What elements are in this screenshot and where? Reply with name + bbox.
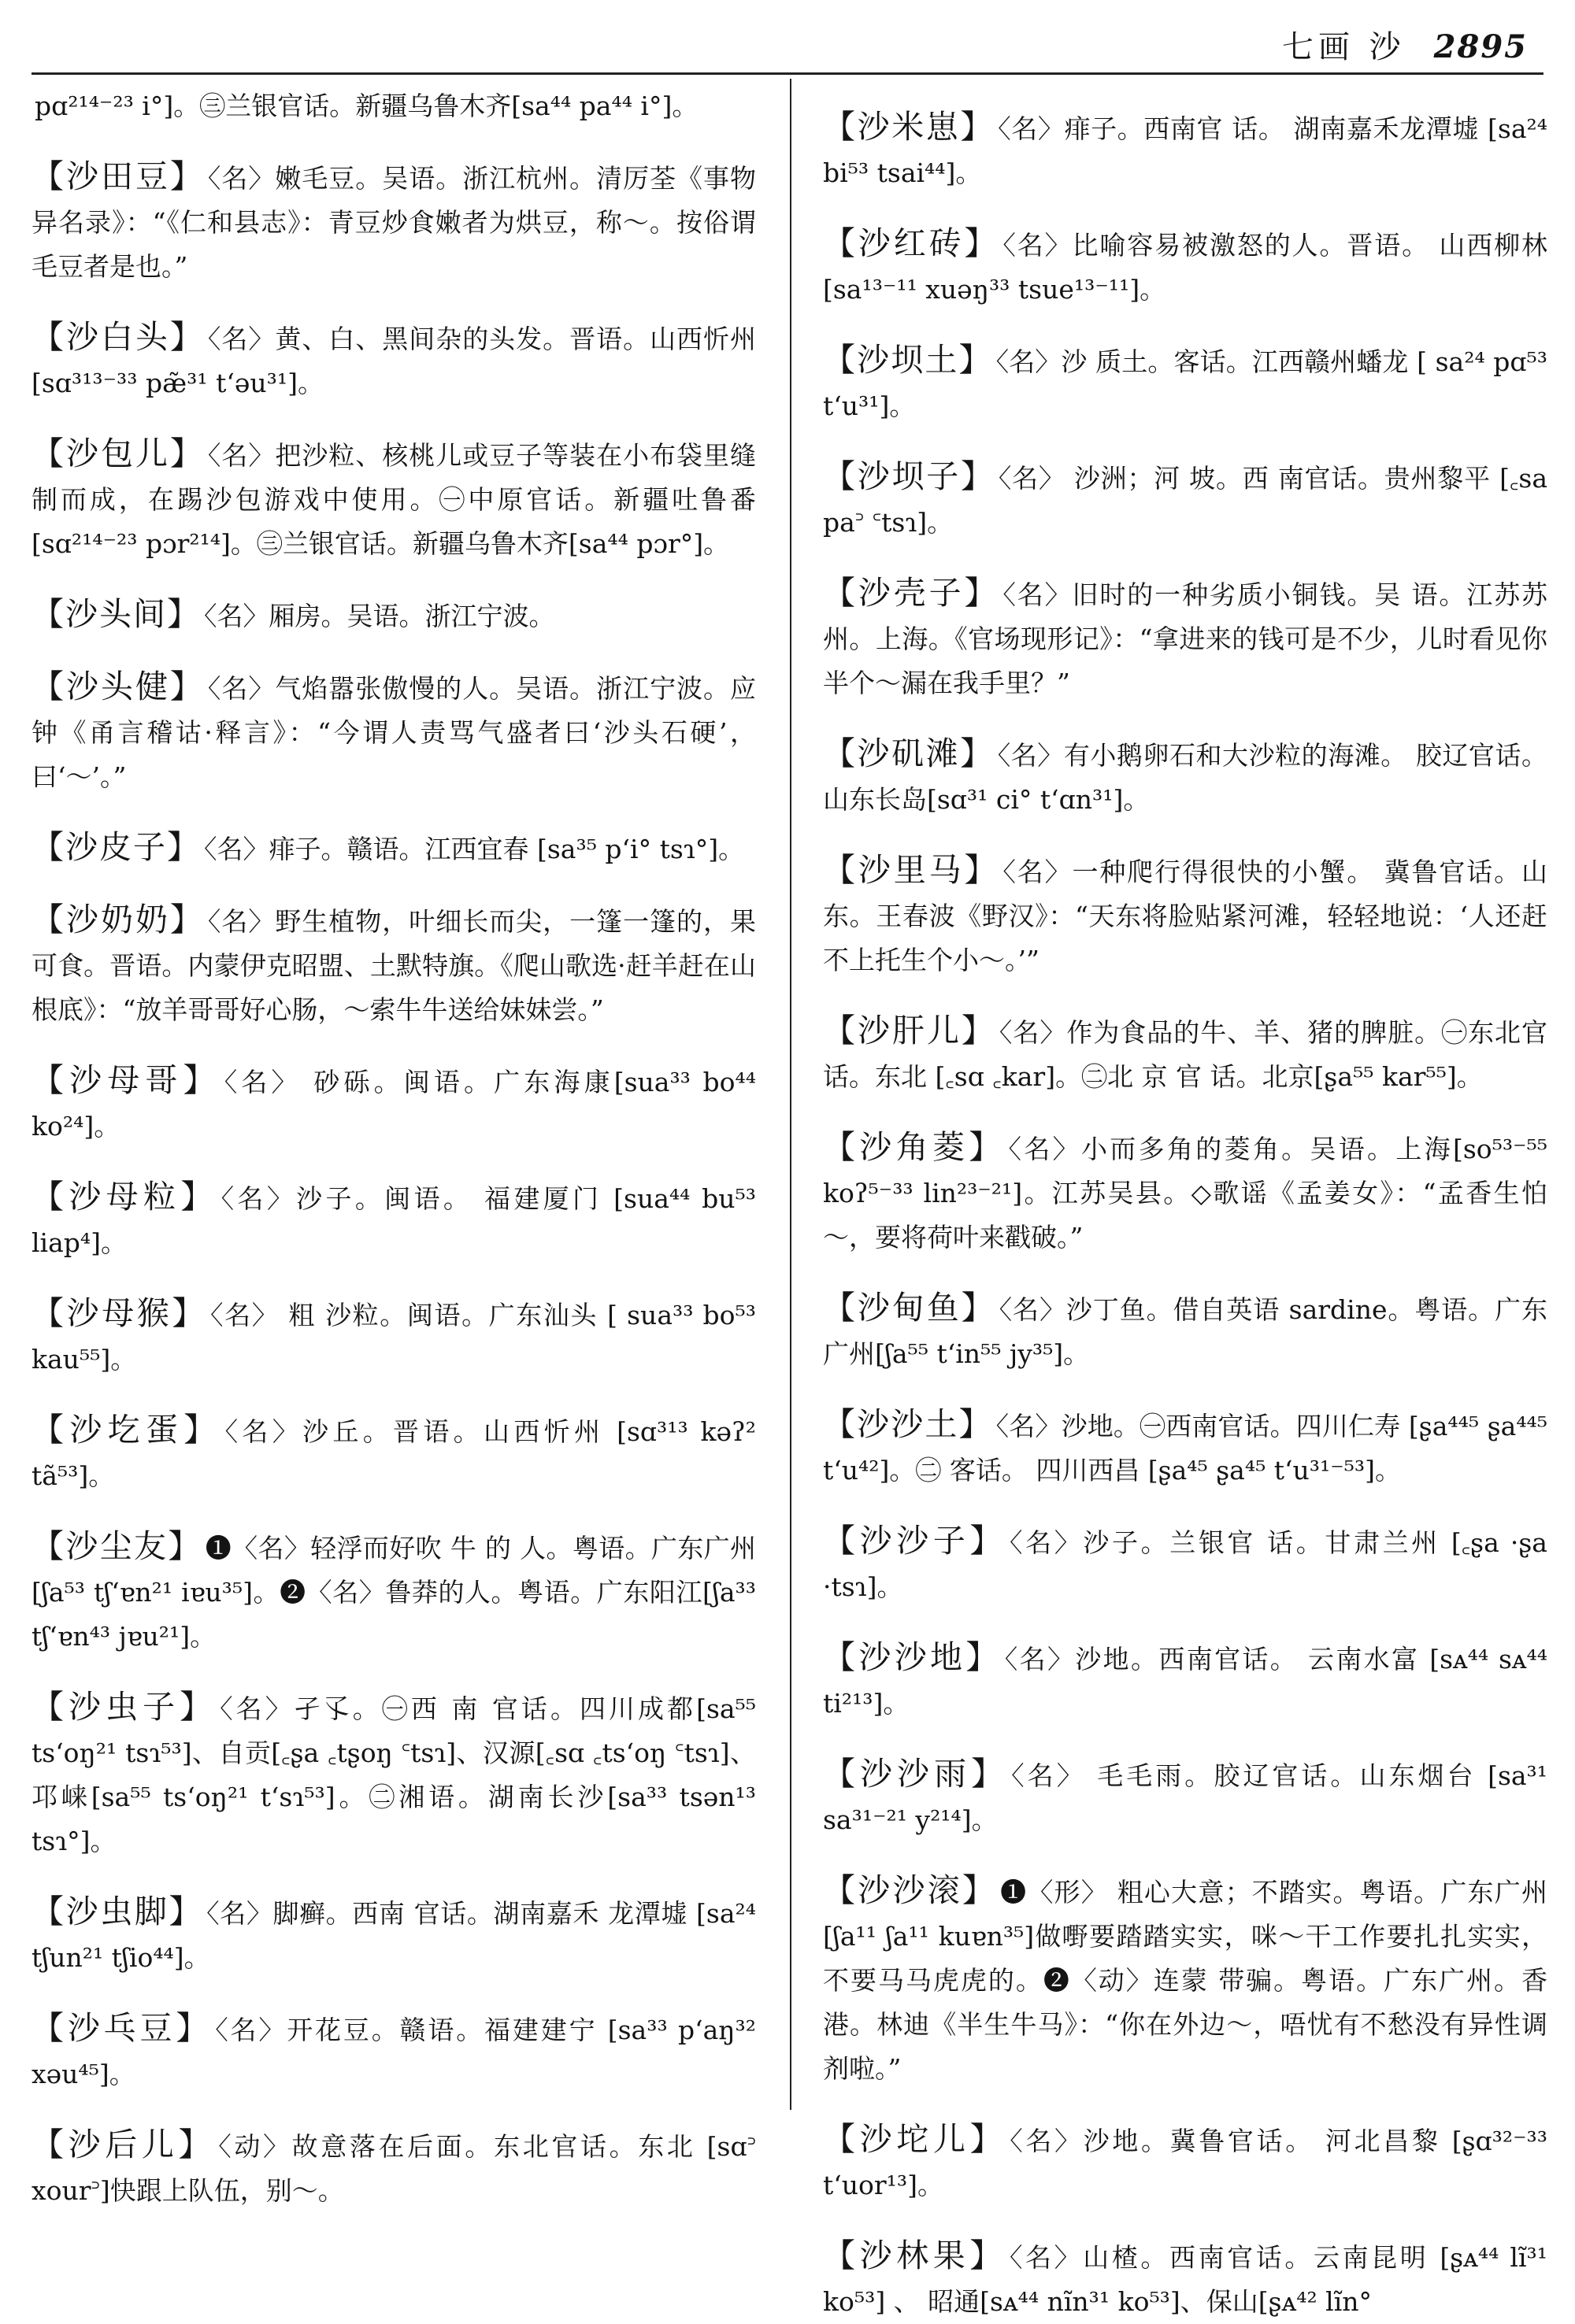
left-column bbox=[32, 79, 757, 2206]
entry bbox=[32, 1175, 756, 1265]
entry bbox=[823, 1519, 1547, 1609]
entry-body: 〈名〉沙地。西南官话。 云南水富 [sᴀ⁴⁴ sᴀ⁴⁴ ti²¹³]。 bbox=[823, 1644, 1548, 1719]
entry-headword: 【沙包儿】 bbox=[32, 435, 205, 472]
entry-headword: 【沙甸鱼】 bbox=[823, 1289, 996, 1327]
entry-body: 〈名〉痱子。赣语。江西宜春 [sa³⁵ p‘i° tsɿ°]。 bbox=[204, 834, 745, 864]
entry-headword: 【沙里马】 bbox=[823, 851, 1000, 889]
entry-body: 〈名〉黄、白、黑间杂的头发。晋语。山西忻州[sɑ³¹³⁻³³ pæ̃³¹ t‘əu³¹]。 bbox=[32, 324, 757, 398]
entry-headword: 【沙乓豆】 bbox=[32, 2009, 213, 2047]
entry-headword: 【沙头健】 bbox=[32, 668, 205, 705]
entry-body: 〈名〉 砂砾。闽语。广东海康[sua³³ bo⁴⁴ ko²⁴]。 bbox=[32, 1067, 757, 1142]
entry bbox=[823, 221, 1547, 312]
entry bbox=[32, 82, 756, 128]
entry-headword: 【沙田豆】 bbox=[32, 157, 205, 195]
header-rule bbox=[32, 72, 1544, 75]
entry-headword: 【沙虫脚】 bbox=[32, 1893, 204, 1930]
entry-headword: 【沙母猴】 bbox=[32, 1294, 207, 1332]
entry bbox=[823, 454, 1547, 545]
entry-headword: 【沙林果】 bbox=[823, 2237, 1006, 2274]
entry-body: 〈名〉沙丘。晋语。山西忻州 [sɑ³¹³ kəʔ² tã⁵³]。 bbox=[32, 1416, 756, 1491]
entry bbox=[32, 1524, 756, 1659]
entry-body: 〈名〉 沙洲；河 坡。西 南官话。贵州黎平 [꜀sa pa꜄ ꜂tsɿ]。 bbox=[823, 463, 1547, 538]
entry-body: ❶〈名〉轻浮而好吹 牛 的 人。粤语。广东广州[ʃa⁵³ tʃ‘ɐn²¹ iɐu³⁵]。❷〈名〉鲁莽的人。粤语。广东阳江[ʃa³³ tʃ‘ɐn⁴³ jɐu²¹]。 bbox=[32, 1533, 756, 1652]
entry-body: 〈名〉 粗 沙粒。闽语。广东汕头 [ sua³³ bo⁵³ kau⁵⁵]。 bbox=[32, 1300, 756, 1375]
entry bbox=[823, 1402, 1547, 1493]
entry bbox=[32, 154, 756, 289]
entry bbox=[823, 1008, 1547, 1099]
entry-body: 〈名〉孑孓。㊀西 南 官话。四川成都[sa⁵⁵ ts‘oŋ²¹ tsɿ⁵³]、自贡[꜀ʂa ꜀tʂoŋ ꜂tsɿ]、汉源[꜀sɑ ꜀ts‘oŋ ꜂tsɿ]、邛崃[sa⁵⁵ ts‘oŋ²¹ t‘sɿ⁵³]。㊁湘语。湖南长沙[sa³³ tsən¹³ tsɿ°]。 bbox=[32, 1693, 757, 1856]
entry bbox=[823, 2233, 1547, 2324]
entry-body: 〈名〉旧时的一种劣质小铜钱。吴 语。江苏苏州。上海。《官场现形记》：“拿进来的钱可是不少，儿时看见你半个～漏在我手里？” bbox=[823, 579, 1547, 698]
entry-headword: 【沙圪蛋】 bbox=[32, 1411, 222, 1449]
entry bbox=[823, 848, 1547, 983]
entry-body: ❶〈形〉 粗心大意；不踏实。粤语。广东广州[ʃa¹¹ ʃa¹¹ kuɐn³⁵]做嘢要踏踏实实，咪～干工作要扎扎实实，不要马马虎虎的。❷〈动〉连蒙 带骗。粤语。广东广州。香港。林迪《半生牛马》：“你在外边～，唔忧有不愁没有异性调剂啦。” bbox=[823, 1877, 1547, 2084]
entry-body: 〈动〉故意落在后面。东北官话。东北 [sɑ꜄ xour꜄]快跟上队伍，别～。 bbox=[32, 2131, 756, 2206]
entry-body: 〈名〉一种爬行得很快的小蟹。 冀鲁官话。山东。王春波《野汉》：“天东将脸贴紧河滩，轻轻地说：‘人还赶不上托生个小～。’” bbox=[823, 857, 1547, 975]
entry-headword: 【沙沙子】 bbox=[823, 1522, 1007, 1560]
entry bbox=[32, 2122, 756, 2213]
entry-headword: 【沙红砖】 bbox=[823, 224, 1000, 262]
entry bbox=[32, 1889, 756, 1980]
entry bbox=[823, 1125, 1547, 1260]
entry bbox=[32, 664, 756, 799]
entry-headword: 【沙虫子】 bbox=[32, 1688, 217, 1726]
entry-body: pɑ²¹⁴⁻²³ i°]。㊂兰银官话。新疆乌鲁木齐[sa⁴⁴ pa⁴⁴ i°]。 bbox=[35, 91, 699, 121]
entry-headword: 【沙母哥】 bbox=[32, 1061, 221, 1099]
entry bbox=[823, 731, 1547, 822]
entry-headword: 【沙白头】 bbox=[32, 318, 205, 356]
column-divider bbox=[790, 79, 791, 2110]
entry-headword: 【沙沙滚】 bbox=[823, 1871, 998, 1909]
entry-body: 〈名〉厢房。吴语。浙江宁波。 bbox=[204, 601, 555, 631]
entry bbox=[823, 1752, 1547, 1842]
entry-body: 〈名〉沙地。㊀西南官话。四川仁寿 [ʂa⁴⁴⁵ ʂa⁴⁴⁵ t‘u⁴²]。㊁ 客话。 四川西昌 [ʂa⁴⁵ ʂa⁴⁵ t‘u³¹⁻⁵³]。 bbox=[823, 1411, 1548, 1486]
entry-body: 〈名〉沙子。闽语。 福建厦门 [sua⁴⁴ bu⁵³ liap⁴]。 bbox=[32, 1183, 756, 1258]
entry bbox=[32, 897, 756, 1032]
entry-headword: 【沙沙土】 bbox=[823, 1405, 993, 1443]
entry-headword: 【沙头间】 bbox=[32, 595, 201, 633]
entry bbox=[823, 2117, 1547, 2207]
entry-headword: 【沙米崽】 bbox=[823, 108, 995, 146]
entry bbox=[823, 1635, 1547, 1726]
entry bbox=[32, 825, 756, 872]
entry bbox=[823, 1286, 1547, 1376]
entry-body: 〈名〉沙 质土。客话。江西赣州蟠龙 [ sa²⁴ pɑ⁵³ t‘u³¹]。 bbox=[823, 346, 1547, 421]
entry-body: 〈名〉脚癣。西南 官话。湖南嘉禾 龙潭墟 [sa²⁴ tʃun²¹ tʃio⁴⁴]。 bbox=[32, 1898, 756, 1973]
entry-headword: 【沙矶滩】 bbox=[823, 735, 995, 772]
entry-headword: 【沙坝土】 bbox=[823, 341, 993, 379]
entry-headword: 【沙壳子】 bbox=[823, 574, 1000, 612]
entry bbox=[32, 1408, 756, 1498]
running-head bbox=[0, 22, 1528, 69]
entry-body: 〈名〉小而多角的菱角。吴语。上海[so⁵³⁻⁵⁵ koʔ⁵⁻³³ lin²³⁻²¹]。江苏吴县。◇歌谣《孟姜女》：“孟香生怕～，要将荷叶来戳破。” bbox=[823, 1134, 1547, 1253]
entry-body: 〈名〉野生植物，叶细长而尖，一篷一篷的，果可食。晋语。内蒙伊克昭盟、土默特旗。《爬山歌选·赶羊赶在山根底》：“放羊哥哥好心肠，～索牛牛送给妹妹尝。” bbox=[32, 906, 757, 1025]
entry-body: 〈名〉 毛毛雨。胶辽官话。山东烟台 [sa³¹ sa³¹⁻²¹ y²¹⁴]。 bbox=[823, 1760, 1548, 1835]
entry-body: 〈名〉痱子。西南官 话。 湖南嘉禾龙潭墟 [sa²⁴ bi⁵³ tsai⁴⁴]。 bbox=[823, 113, 1547, 188]
entry bbox=[823, 338, 1547, 428]
section-title: 七画 沙 bbox=[1281, 29, 1406, 65]
entry-body: 〈名〉嫩毛豆。吴语。浙江杭州。清厉荃《事物异名录》：“《仁和县志》：青豆炒食嫩者为烘豆，称～。按俗谓毛豆者是也。” bbox=[32, 163, 757, 282]
entry bbox=[823, 1868, 1547, 2091]
entry-body: 〈名〉开花豆。赣语。福建建宁 [sa³³ p‘aŋ³² xəu⁴⁵]。 bbox=[32, 2015, 757, 2089]
entry-headword: 【沙沙地】 bbox=[823, 1638, 1002, 1676]
entry-headword: 【沙沙雨】 bbox=[823, 1755, 1009, 1793]
entry-body: 〈名〉把沙粒、核桃儿或豆子等装在小布袋里缝制而成，在踢沙包游戏中使用。㊀中原官话。新疆吐鲁番[sɑ²¹⁴⁻²³ pɔr²¹⁴]。㊂兰银官话。新疆乌鲁木齐[sa⁴⁴ pɔr°]。 bbox=[32, 440, 757, 559]
entry bbox=[32, 1685, 756, 1863]
entry bbox=[32, 1058, 756, 1149]
entry-body: 〈名〉沙丁鱼。借自英语 sardine。粤语。广东广州[ʃa⁵⁵ t‘in⁵⁵ jy³⁵]。 bbox=[823, 1294, 1548, 1369]
entry bbox=[823, 571, 1547, 705]
entry-body: 〈名〉比喻容易被激怒的人。晋语。 山西柳林[sa¹³⁻¹¹ xuəŋ³³ tsue¹³⁻¹¹]。 bbox=[823, 230, 1547, 305]
entry-body: 〈名〉沙子。兰银官 话。甘肃兰州 [꜀ʂa ·ʂa ·tsɿ]。 bbox=[823, 1527, 1547, 1602]
entry bbox=[32, 592, 756, 638]
entry bbox=[32, 315, 756, 405]
entry bbox=[32, 2006, 756, 2096]
entry-headword: 【沙坨儿】 bbox=[823, 2120, 1007, 2158]
entry-body: 〈名〉沙地。冀鲁官话。 河北昌黎 [ʂɑ³²⁻³³ t‘uor¹³]。 bbox=[823, 2126, 1548, 2200]
entry bbox=[32, 431, 756, 566]
entry-body: 〈名〉气焰嚣张傲慢的人。吴语。浙江宁波。应钟《甬言稽诂·释言》：“今谓人责骂气盛者曰‘沙头石硬’，曰‘～’。” bbox=[32, 673, 757, 792]
entry-headword: 【沙皮子】 bbox=[32, 828, 201, 866]
entry-body: 〈名〉有小鹅卵石和大沙粒的海滩。 胶辽官话。山东长岛[sɑ³¹ ci° t‘ɑn³¹]。 bbox=[823, 740, 1548, 815]
entry bbox=[823, 105, 1547, 195]
entry bbox=[32, 1291, 756, 1382]
entry-headword: 【沙角菱】 bbox=[823, 1128, 1006, 1166]
entry-headword: 【沙尘友】 bbox=[32, 1527, 202, 1565]
entry-body: 〈名〉作为食品的牛、羊、猪的脾脏。㊀东北官话。东北 [꜀sɑ ꜀kar]。㊁北 京 官 话。北京[ʂa⁵⁵ kar⁵⁵]。 bbox=[823, 1017, 1548, 1092]
entry-headword: 【沙后儿】 bbox=[32, 2126, 216, 2163]
right-column bbox=[823, 79, 1548, 2317]
entry-headword: 【沙坝子】 bbox=[823, 457, 995, 495]
entry-body: 〈名〉山楂。西南官话。云南昆明 [ʂᴀ⁴⁴ lĩ³¹ ko⁵³] 、 昭通[sᴀ⁴⁴ nĩn³¹ ko⁵³]、保山[ʂᴀ⁴² lĩn° bbox=[823, 2242, 1547, 2317]
entry-headword: 【沙母粒】 bbox=[32, 1178, 218, 1216]
entry-headword: 【沙奶奶】 bbox=[32, 901, 205, 938]
entry-headword: 【沙肝儿】 bbox=[823, 1012, 996, 1049]
page-number: 2895 bbox=[1433, 28, 1528, 65]
